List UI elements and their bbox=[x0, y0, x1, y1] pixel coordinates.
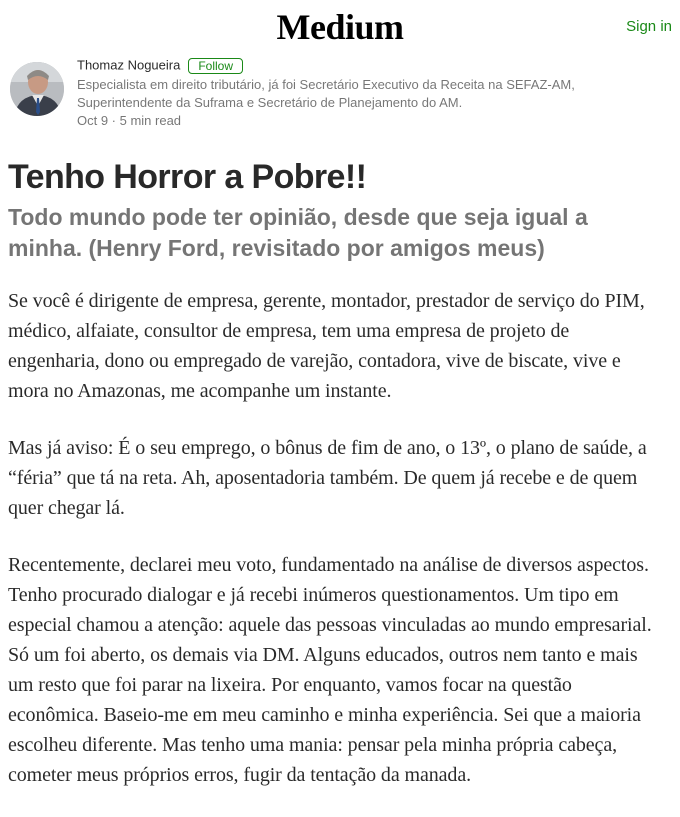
post-meta: Oct 9 · 5 min read bbox=[77, 112, 182, 128]
article-subtitle: Todo mundo pode ter opinião, desde que seja igual a minha. (Henry Ford, revisitado por amigos meus) bbox=[8, 204, 588, 261]
author-name-link[interactable]: Thomaz Nogueira bbox=[77, 57, 181, 73]
paragraph: Mas já aviso: É o seu emprego, o bônus de fim de ano, o 13º, o plano de saúde, a “féria” que tá na reta. Ah, aposentadoria também. De quem já recebe e de quem quer chegar lá. bbox=[8, 437, 647, 519]
author-photo-icon bbox=[10, 62, 64, 116]
sign-in-link[interactable]: Sign in bbox=[626, 18, 672, 35]
paragraph: Recentemente, declarei meu voto, fundamentado na análise de diversos aspectos. Tenho procurado dialogar e já recebi inúmeros questionamentos. Um tipo em especial chamou a atenção: aquele das pessoas vinculadas ao mundo empresarial. Só um foi aberto, os demais via DM. Alguns educados, outros nem tanto e mais um resto que foi parar na lixeira. Por enquanto, vamos focar na questão econômica. Baseio-me em meu caminho e minha experiência. Sei que a maioria escolheu diferente. Mas tenho uma mania: pensar pela minha própria cabeça, cometer meus próprios erros, fugir da tentação da manada. bbox=[8, 554, 652, 786]
follow-button[interactable]: Follow bbox=[188, 58, 243, 74]
top-bar bbox=[0, 0, 680, 56]
article-title: Tenho Horror a Pobre!! bbox=[8, 158, 367, 196]
author-avatar[interactable] bbox=[10, 62, 64, 116]
author-name-row bbox=[77, 56, 667, 75]
author-info bbox=[77, 56, 667, 130]
author-bio: Especialista em direito tributário, já foi Secretário Executivo da Receita na SEFAZ-AM, Superintendente da Suframa e Secretário de Planejamento do AM. bbox=[77, 76, 575, 110]
article bbox=[8, 154, 658, 817]
medium-logo[interactable]: Medium bbox=[276, 7, 404, 47]
author-header bbox=[8, 54, 672, 130]
paragraph: Se você é dirigente de empresa, gerente, montador, prestador de serviço do PIM, médico, alfaiate, consultor de empresa, tem uma empresa de projeto de engenharia, dono ou empregado de varejão, contadora, vive de biscate, vive e mora no Amazonas, me acompanhe um instante. bbox=[8, 290, 645, 402]
article-body bbox=[8, 286, 658, 790]
